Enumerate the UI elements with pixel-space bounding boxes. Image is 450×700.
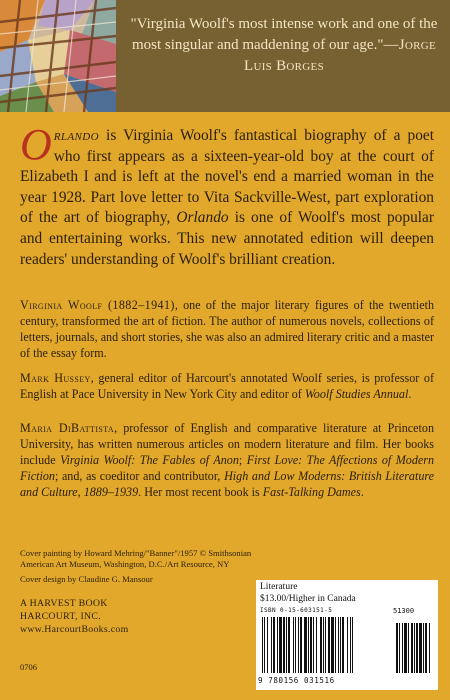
quote-band (0, 0, 450, 112)
book-title-dames: Fast-Talking Dames (262, 485, 361, 499)
description-part-2: is one of Woolf's most popular and entertaining works. This new annotated edition will deepen readers' understanding of Woolf's brilliant creation. (20, 209, 434, 268)
design-credit: Cover design by Claudine G. Mansour (20, 574, 153, 584)
painting-credit: Cover painting by Howard Mehring/"Banner"/1957 © Smithsonian American Art Museum, Washington, D.C./Art Resource, NY (20, 548, 252, 569)
book-title-fables: Virginia Woolf: The Fables of Anon (60, 453, 239, 467)
book-description (20, 120, 434, 270)
editor-bio-text: , general editor of Harcourt's annotated Woolf series, is professor of English at Pace University in New York City and editor of (20, 371, 434, 401)
publisher-block (20, 597, 129, 636)
barcode-isbn: ISBN 0-15-603151-5 (260, 607, 333, 614)
publisher-house: HARCOURT, INC. (20, 611, 101, 622)
book-title-high-low: High and Low Moderns: British Literature and Culture, 1889–1939 (20, 469, 435, 499)
quote-attribution: —Jorge Luis Borges (243, 37, 437, 74)
barcode-category: Literature (260, 582, 298, 592)
barcode-panel (256, 580, 438, 690)
journal-title: Woolf Studies Annual (304, 387, 409, 401)
annotator-bio-text-5: . (360, 485, 364, 499)
publisher-imprint: A HARVEST BOOK (20, 598, 108, 609)
quote-text: "Virginia Woolf's most intense work and one of the most singular and maddening of our age." (130, 16, 438, 53)
annotator-bio-text-1: , professor of English and comparative literature at Princeton University, has written numerous articles on modern literature and film. Her books include (20, 421, 434, 467)
abstract-painting-image (0, 0, 116, 112)
annotator-name: Maria DiBattista (20, 421, 115, 435)
annotator-bio-text-4: . Her most recent book is (138, 485, 263, 499)
book-title: rlando (53, 127, 99, 144)
barcode-price: $13.00/Higher in Canada (260, 594, 356, 604)
annotator-bio (20, 420, 434, 500)
barcode-addon-number: 51300 (393, 607, 415, 615)
author-name: Virginia Woolf (1882–1941) (20, 298, 175, 312)
author-bio-text: , one of the major literary figures of the twentieth century, transformed the art of fiction. The author of numerous novels, collections of letters, journals, and short stories, she was also an admired literary critic and a master of the essay form. (20, 298, 434, 360)
annotator-bio-text-2: ; (238, 453, 247, 467)
editor-name: Mark Hussey (20, 371, 91, 385)
drop-cap: O (20, 120, 52, 169)
barcode-digits: 9 780156 031516 (258, 676, 335, 685)
barcode-image (260, 617, 434, 675)
book-title-first-love: First Love: The Affections of Modern Fiction (20, 453, 435, 483)
book-title-inline: Orlando (176, 209, 229, 227)
annotator-bio-text-3: ; and, as coeditor and contributor, (54, 469, 225, 483)
catalog-code: 0706 (20, 662, 37, 672)
description-part-1: is Virginia Woolf's fantastical biography of a poet who first appears as a sixteen-year-old boy at the court of Elizabeth I and is left at the novel's end a married woman in the year 1928. Part love letter to Vita Sackville-West, part exploration of the art of biography, (20, 127, 434, 227)
author-bio (20, 297, 434, 361)
cover-painting-fragment (0, 0, 116, 112)
editor-bio-end: . (408, 387, 412, 401)
publisher-url: www.HarcourtBooks.com (20, 624, 129, 635)
review-quote (126, 14, 442, 77)
editor-bio (20, 370, 434, 402)
